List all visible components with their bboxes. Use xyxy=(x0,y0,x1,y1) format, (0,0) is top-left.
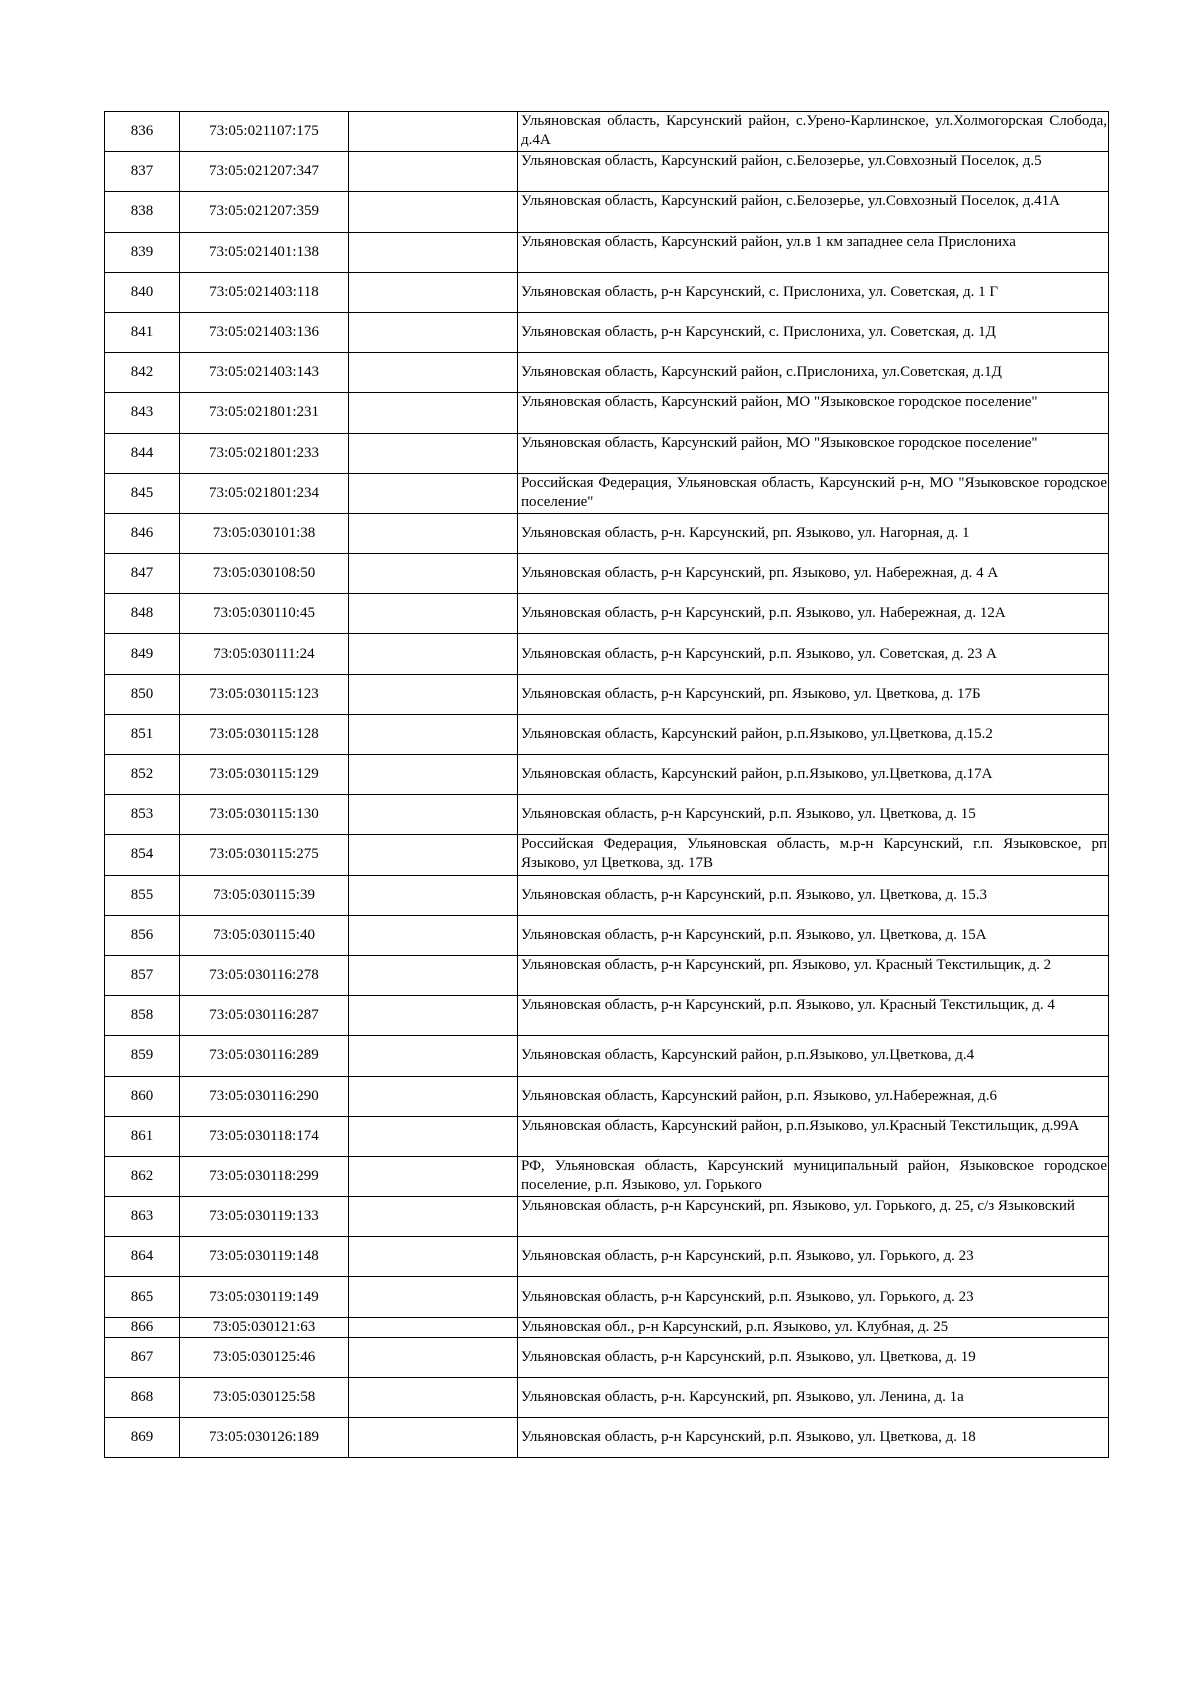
empty-cell xyxy=(349,755,518,795)
table-row xyxy=(105,393,1109,433)
empty-cell xyxy=(349,1317,518,1337)
cadastral-number: 73:05:021403:118 xyxy=(180,272,349,312)
cadastral-number: 73:05:030115:123 xyxy=(180,674,349,714)
empty-cell xyxy=(349,353,518,393)
cadastral-number: 73:05:030125:46 xyxy=(180,1337,349,1377)
table-row xyxy=(105,875,1109,915)
empty-cell xyxy=(349,594,518,634)
row-number: 857 xyxy=(105,955,180,995)
address-cell: Ульяновская область, Карсунский район, с.Урено-Карлинское, ул.Холмогорская Слобода, д.4А xyxy=(518,112,1109,152)
address-cell: Ульяновская область, Карсунский район, МО "Языковское городское поселение" xyxy=(518,433,1109,473)
cadastral-number: 73:05:030116:278 xyxy=(180,955,349,995)
cadastral-number: 73:05:021107:175 xyxy=(180,112,349,152)
table-row xyxy=(105,1116,1109,1156)
row-number: 861 xyxy=(105,1116,180,1156)
table-row xyxy=(105,996,1109,1036)
table-row xyxy=(105,272,1109,312)
cadastral-number: 73:05:030118:299 xyxy=(180,1156,349,1196)
row-number: 858 xyxy=(105,996,180,1036)
table-row xyxy=(105,674,1109,714)
address-cell: Ульяновская область, р-н Карсунский, р.п. Языково, ул. Красный Текстильщик, д. 4 xyxy=(518,996,1109,1036)
empty-cell xyxy=(349,674,518,714)
empty-cell xyxy=(349,714,518,754)
table-row xyxy=(105,1076,1109,1116)
row-number: 842 xyxy=(105,353,180,393)
address-cell: Российская Федерация, Ульяновская область, Карсунский р-н, МО "Языковское городское поселение" xyxy=(518,473,1109,513)
row-number: 850 xyxy=(105,674,180,714)
row-number: 847 xyxy=(105,554,180,594)
row-number: 846 xyxy=(105,513,180,553)
row-number: 840 xyxy=(105,272,180,312)
address-cell: Ульяновская область, р-н Карсунский, рп. Языково, ул. Красный Текстильщик, д. 2 xyxy=(518,955,1109,995)
row-number: 865 xyxy=(105,1277,180,1317)
row-number: 867 xyxy=(105,1337,180,1377)
address-cell: Ульяновская область, р-н Карсунский, р.п. Языково, ул. Набережная, д. 12А xyxy=(518,594,1109,634)
empty-cell xyxy=(349,554,518,594)
address-cell: Ульяновская область, Карсунский район, р.п. Языково, ул.Набережная, д.6 xyxy=(518,1076,1109,1116)
cadastral-number: 73:05:021403:136 xyxy=(180,312,349,352)
cadastral-number: 73:05:030111:24 xyxy=(180,634,349,674)
empty-cell xyxy=(349,634,518,674)
cadastral-number: 73:05:021801:233 xyxy=(180,433,349,473)
address-cell: Ульяновская область, Карсунский район, МО "Языковское городское поселение" xyxy=(518,393,1109,433)
table-row xyxy=(105,433,1109,473)
table-row xyxy=(105,1317,1109,1337)
empty-cell xyxy=(349,1237,518,1277)
cadastral-number: 73:05:021207:359 xyxy=(180,192,349,232)
table-row xyxy=(105,473,1109,513)
table-row xyxy=(105,1418,1109,1458)
empty-cell xyxy=(349,272,518,312)
table-row xyxy=(105,1237,1109,1277)
cadastral-number: 73:05:030119:148 xyxy=(180,1237,349,1277)
empty-cell xyxy=(349,996,518,1036)
cadastral-number: 73:05:030116:287 xyxy=(180,996,349,1036)
empty-cell xyxy=(349,835,518,875)
row-number: 844 xyxy=(105,433,180,473)
cadastral-number: 73:05:030119:133 xyxy=(180,1197,349,1237)
row-number: 845 xyxy=(105,473,180,513)
empty-cell xyxy=(349,232,518,272)
address-cell: Ульяновская область, р-н Карсунский, р.п. Языково, ул. Цветкова, д. 15А xyxy=(518,915,1109,955)
empty-cell xyxy=(349,955,518,995)
empty-cell xyxy=(349,1197,518,1237)
row-number: 852 xyxy=(105,755,180,795)
cadastral-number: 73:05:021801:234 xyxy=(180,473,349,513)
row-number: 860 xyxy=(105,1076,180,1116)
address-cell: Ульяновская обл., р-н Карсунский, р.п. Языково, ул. Клубная, д. 25 xyxy=(518,1317,1109,1337)
table-row xyxy=(105,915,1109,955)
row-number: 869 xyxy=(105,1418,180,1458)
address-cell: Ульяновская область, Карсунский район, с.Белозерье, ул.Совхозный Поселок, д.41А xyxy=(518,192,1109,232)
address-cell: Ульяновская область, р-н Карсунский, р.п. Языково, ул. Цветкова, д. 15.3 xyxy=(518,875,1109,915)
cadastral-number: 73:05:030115:275 xyxy=(180,835,349,875)
table-row xyxy=(105,152,1109,192)
address-cell: Ульяновская область, Карсунский район, р.п.Языково, ул.Цветкова, д.17А xyxy=(518,755,1109,795)
cadastral-number: 73:05:030115:130 xyxy=(180,795,349,835)
cadastral-number: 73:05:021801:231 xyxy=(180,393,349,433)
table-row xyxy=(105,1036,1109,1076)
table-row xyxy=(105,955,1109,995)
row-number: 836 xyxy=(105,112,180,152)
empty-cell xyxy=(349,875,518,915)
cadastral-number: 73:05:021401:138 xyxy=(180,232,349,272)
empty-cell xyxy=(349,915,518,955)
address-cell: Ульяновская область, р-н. Карсунский, рп. Языково, ул. Ленина, д. 1а xyxy=(518,1377,1109,1417)
row-number: 854 xyxy=(105,835,180,875)
table-row xyxy=(105,1156,1109,1196)
empty-cell xyxy=(349,1076,518,1116)
cadastral-number: 73:05:030108:50 xyxy=(180,554,349,594)
empty-cell xyxy=(349,1156,518,1196)
row-number: 848 xyxy=(105,594,180,634)
address-cell: Ульяновская область, Карсунский район, с.Прислониха, ул.Советская, д.1Д xyxy=(518,353,1109,393)
address-cell: РФ, Ульяновская область, Карсунский муниципальный район, Языковское городское поселение, р.п. Языково, ул. Горького xyxy=(518,1156,1109,1196)
table-row xyxy=(105,795,1109,835)
row-number: 843 xyxy=(105,393,180,433)
table-row xyxy=(105,714,1109,754)
empty-cell xyxy=(349,1036,518,1076)
table-row xyxy=(105,1377,1109,1417)
empty-cell xyxy=(349,1337,518,1377)
address-cell: Ульяновская область, р-н Карсунский, с. Прислониха, ул. Советская, д. 1Д xyxy=(518,312,1109,352)
address-cell: Ульяновская область, р-н Карсунский, р.п. Языково, ул. Цветкова, д. 19 xyxy=(518,1337,1109,1377)
row-number: 864 xyxy=(105,1237,180,1277)
cadastral-number: 73:05:030119:149 xyxy=(180,1277,349,1317)
address-cell: Ульяновская область, Карсунский район, ул.в 1 км западнее села Прислониха xyxy=(518,232,1109,272)
table-row xyxy=(105,1337,1109,1377)
cadastral-number: 73:05:030121:63 xyxy=(180,1317,349,1337)
table-row xyxy=(105,192,1109,232)
address-cell: Ульяновская область, р-н Карсунский, рп. Языково, ул. Набережная, д. 4 А xyxy=(518,554,1109,594)
empty-cell xyxy=(349,192,518,232)
row-number: 855 xyxy=(105,875,180,915)
address-cell: Ульяновская область, р-н Карсунский, р.п. Языково, ул. Советская, д. 23 А xyxy=(518,634,1109,674)
empty-cell xyxy=(349,1377,518,1417)
row-number: 859 xyxy=(105,1036,180,1076)
cadastral-number: 73:05:021403:143 xyxy=(180,353,349,393)
empty-cell xyxy=(349,473,518,513)
cadastral-number: 73:05:021207:347 xyxy=(180,152,349,192)
address-cell: Ульяновская область, Карсунский район, р.п.Языково, ул.Красный Текстильщик, д.99А xyxy=(518,1116,1109,1156)
address-cell: Ульяновская область, р-н Карсунский, с. Прислониха, ул. Советская, д. 1 Г xyxy=(518,272,1109,312)
table-row xyxy=(105,232,1109,272)
row-number: 853 xyxy=(105,795,180,835)
table-row xyxy=(105,112,1109,152)
empty-cell xyxy=(349,312,518,352)
row-number: 841 xyxy=(105,312,180,352)
empty-cell xyxy=(349,1116,518,1156)
cadastral-number: 73:05:030115:40 xyxy=(180,915,349,955)
empty-cell xyxy=(349,1418,518,1458)
table-row xyxy=(105,312,1109,352)
address-cell: Ульяновская область, р-н Карсунский, рп. Языково, ул. Цветкова, д. 17Б xyxy=(518,674,1109,714)
cadastral-number: 73:05:030116:289 xyxy=(180,1036,349,1076)
row-number: 838 xyxy=(105,192,180,232)
empty-cell xyxy=(349,433,518,473)
table-row xyxy=(105,634,1109,674)
cadastral-number: 73:05:030110:45 xyxy=(180,594,349,634)
address-cell: Ульяновская область, Карсунский район, р.п.Языково, ул.Цветкова, д.15.2 xyxy=(518,714,1109,754)
address-cell: Ульяновская область, р-н Карсунский, р.п. Языково, ул. Горького, д. 23 xyxy=(518,1277,1109,1317)
address-cell: Ульяновская область, Карсунский район, с.Белозерье, ул.Совхозный Поселок, д.5 xyxy=(518,152,1109,192)
table-row xyxy=(105,594,1109,634)
row-number: 849 xyxy=(105,634,180,674)
cadastral-number: 73:05:030125:58 xyxy=(180,1377,349,1417)
cadastral-number: 73:05:030116:290 xyxy=(180,1076,349,1116)
address-cell: Ульяновская область, р-н Карсунский, рп. Языково, ул. Горького, д. 25, с/з Языковский xyxy=(518,1197,1109,1237)
table-row xyxy=(105,1197,1109,1237)
document-page xyxy=(104,111,1107,1458)
address-cell: Российская Федерация, Ульяновская область, м.р-н Карсунский, г.п. Языковское, рп Языково, ул Цветкова, зд. 17В xyxy=(518,835,1109,875)
row-number: 862 xyxy=(105,1156,180,1196)
address-cell: Ульяновская область, р-н Карсунский, р.п. Языково, ул. Горького, д. 23 xyxy=(518,1237,1109,1277)
address-cell: Ульяновская область, р-н Карсунский, р.п. Языково, ул. Цветкова, д. 18 xyxy=(518,1418,1109,1458)
row-number: 856 xyxy=(105,915,180,955)
cadastral-number: 73:05:030115:129 xyxy=(180,755,349,795)
table-row xyxy=(105,513,1109,553)
empty-cell xyxy=(349,1277,518,1317)
table-row xyxy=(105,755,1109,795)
cadastral-number: 73:05:030115:39 xyxy=(180,875,349,915)
row-number: 837 xyxy=(105,152,180,192)
row-number: 851 xyxy=(105,714,180,754)
cadastral-number: 73:05:030118:174 xyxy=(180,1116,349,1156)
table-row xyxy=(105,835,1109,875)
address-cell: Ульяновская область, р-н Карсунский, р.п. Языково, ул. Цветкова, д. 15 xyxy=(518,795,1109,835)
row-number: 839 xyxy=(105,232,180,272)
empty-cell xyxy=(349,393,518,433)
row-number: 866 xyxy=(105,1317,180,1337)
cadastral-number: 73:05:030126:189 xyxy=(180,1418,349,1458)
cadastral-number: 73:05:030115:128 xyxy=(180,714,349,754)
address-cell: Ульяновская область, р-н. Карсунский, рп. Языково, ул. Нагорная, д. 1 xyxy=(518,513,1109,553)
cadastral-table xyxy=(104,111,1109,1458)
empty-cell xyxy=(349,795,518,835)
address-cell: Ульяновская область, Карсунский район, р.п.Языково, ул.Цветкова, д.4 xyxy=(518,1036,1109,1076)
empty-cell xyxy=(349,152,518,192)
table-row xyxy=(105,1277,1109,1317)
row-number: 868 xyxy=(105,1377,180,1417)
table-row xyxy=(105,554,1109,594)
cadastral-number: 73:05:030101:38 xyxy=(180,513,349,553)
row-number: 863 xyxy=(105,1197,180,1237)
table-row xyxy=(105,353,1109,393)
empty-cell xyxy=(349,513,518,553)
empty-cell xyxy=(349,112,518,152)
